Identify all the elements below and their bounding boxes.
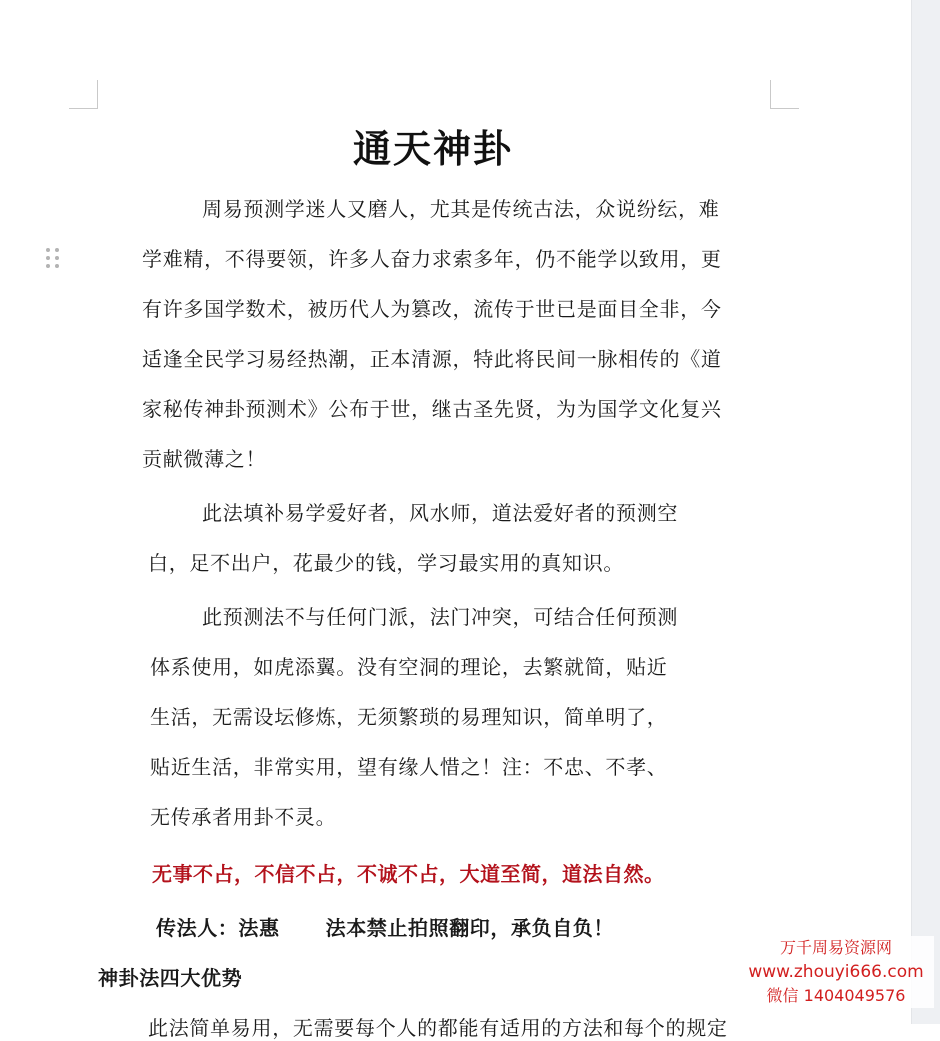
- document-title: 通天神卦: [352, 127, 513, 171]
- watermark-wechat: 微信 1404049576: [766, 986, 906, 1005]
- paragraph-line: 贴近生活，非常实用，望有缘人惜之！注：不忠、不孝、: [150, 755, 668, 779]
- paragraph-line: 有许多国学数术，被历代人为篡改，流传于世已是面目全非，今: [142, 297, 722, 321]
- copyright-notice: 法本禁止拍照翻印，承负自负！: [325, 916, 615, 940]
- paragraph-line: 家秘传神卦预测术》公布于世，继古圣先贤，为为国学文化复兴: [142, 397, 722, 421]
- page-corner-mark-right: [770, 80, 799, 109]
- paragraph-line: 无传承者用卦不灵。: [150, 805, 337, 829]
- paragraph-intro: [142, 184, 772, 484]
- paragraph-line: 体系使用，如虎添翼。没有空洞的理论，去繁就简，贴近: [150, 655, 668, 679]
- slogan-text: 无事不占，不信不占，不诚不占，大道至简，道法自然。: [152, 862, 665, 886]
- paragraph-line: 此法填补易学爱好者，风水师，道法爱好者的预测空: [202, 501, 679, 525]
- watermark-url: www.zhouyi666.com: [748, 962, 924, 982]
- paragraph-line: 此预测法不与任何门派，法门冲突，可结合任何预测: [202, 605, 679, 629]
- page-corner-mark-left: [69, 80, 98, 109]
- section-heading: 神卦法四大优势: [98, 966, 243, 990]
- watermark-site-name: 万千周易资源网: [779, 938, 892, 957]
- watermark: [738, 936, 934, 1008]
- paragraph-line: 周易预测学迷人又磨人，尤其是传统古法，众说纷纭，难: [202, 197, 720, 221]
- paragraph-line: 生活，无需设坛修炼，无须繁琐的易理知识，简单明了，: [150, 705, 668, 729]
- paragraph-line-partial: 此法简单易用，无需要每个人的都能有适用的方法和每个的规定: [148, 1016, 728, 1040]
- scrollbar-track[interactable]: [911, 0, 940, 1024]
- paragraph-line: 贡献微薄之！: [142, 447, 267, 471]
- paragraph-line: 适逢全民学习易经热潮，正本清源，特此将民间一脉相传的《道: [142, 347, 722, 371]
- paragraph-audience: [148, 488, 728, 588]
- paragraph-method: [150, 592, 720, 842]
- paragraph-line: 学难精，不得要领，许多人奋力求索多年，仍不能学以致用，更: [142, 247, 722, 271]
- paragraph-line: 白，足不出户，花最少的钱，学习最实用的真知识。: [148, 551, 625, 575]
- transmitter-line: [156, 912, 614, 941]
- transmitter-label: 传法人：法惠: [156, 916, 280, 940]
- block-drag-handle-icon[interactable]: [46, 248, 60, 270]
